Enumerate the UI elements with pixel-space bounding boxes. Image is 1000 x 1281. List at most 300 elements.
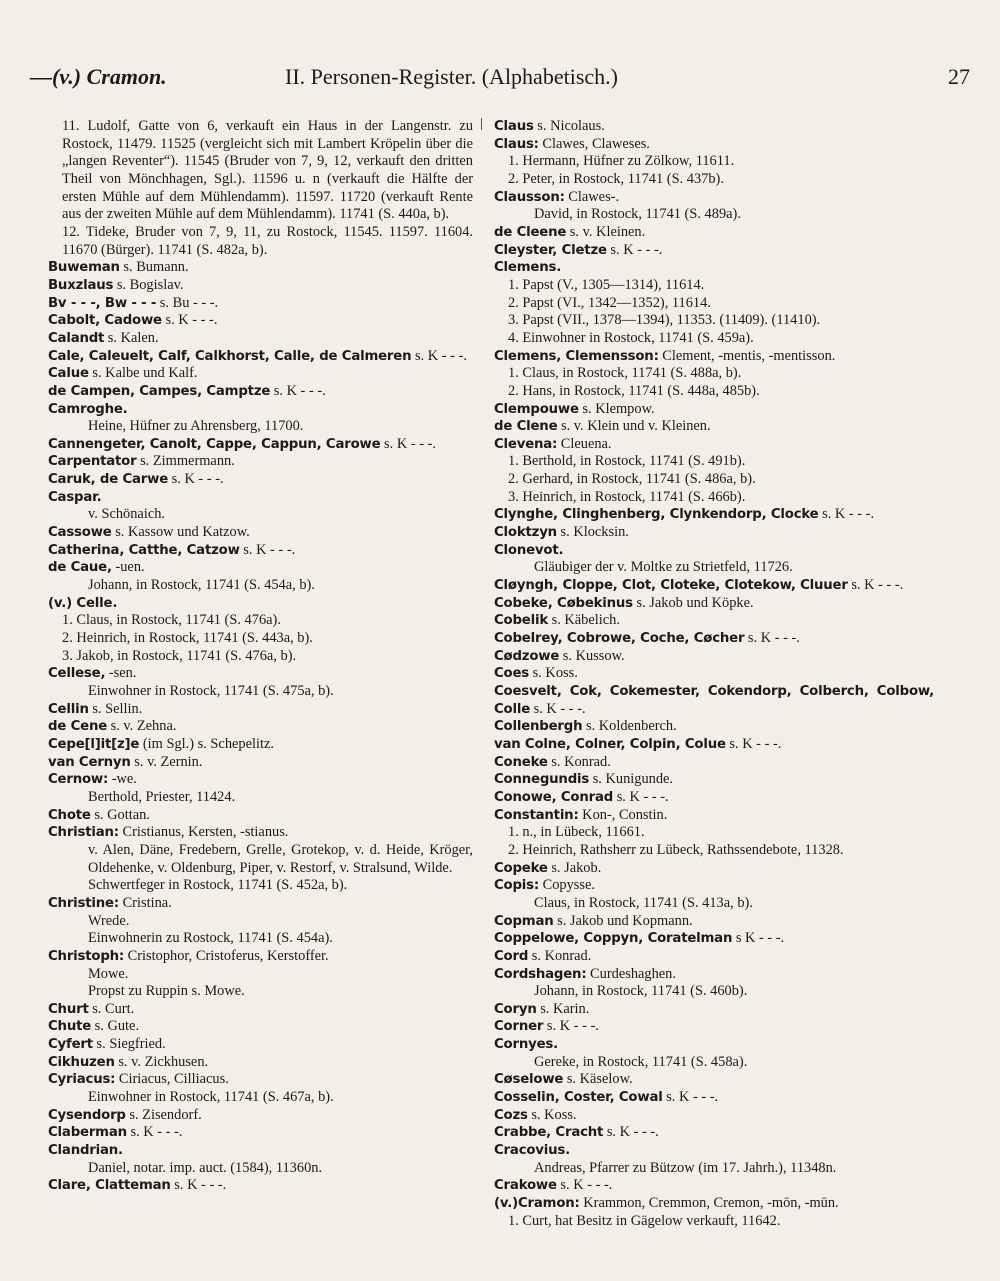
entry-text: 4. Einwohner in Rostock, 11741 (S. 459a).	[508, 329, 754, 346]
register-entry	[48, 330, 473, 348]
entry-headword: Collenbergh	[494, 719, 583, 735]
entry-headword: Churt	[48, 1001, 89, 1017]
register-entry	[48, 630, 473, 648]
register-entry	[494, 295, 934, 313]
entry-text: Propst zu Ruppin s. Mowe.	[88, 983, 245, 1000]
register-entry	[48, 436, 473, 454]
entry-headword: Clemens.	[494, 260, 562, 276]
register-entry	[48, 648, 473, 666]
entry-headword: Cellin	[48, 701, 89, 717]
entry-text: 1. Curt, hat Besitz in Gägelow verkauft, 11642.	[508, 1212, 781, 1229]
entry-text: s. Kussow.	[559, 647, 625, 664]
entry-text: Clement, -mentis, -mentisson.	[658, 347, 836, 364]
entry-headword: Cødzowe	[494, 648, 560, 664]
entry-text: s. v. Zernin.	[130, 753, 203, 770]
entry-headword: Caruk, de Carwe	[48, 472, 169, 488]
register-entry	[494, 153, 934, 171]
entry-headword: Cleyster, Cletze	[494, 242, 607, 258]
entry-text: s. Koss.	[527, 1106, 577, 1123]
entry-text: s. v. Zehna.	[107, 718, 177, 735]
entry-text: s. Koldenberch.	[582, 718, 677, 735]
entry-text: s. K - - -.	[606, 241, 663, 258]
register-entry	[48, 824, 473, 842]
entry-headword: Catherina, Catthe, Catzow	[48, 542, 240, 558]
register-entry	[494, 277, 934, 295]
entry-headword: Cikhuzen	[48, 1054, 115, 1070]
entry-text: 2. Papst (VI., 1342—1352), 11614.	[508, 294, 711, 311]
register-entry	[48, 754, 473, 772]
entry-headword: Cannengeter, Canolt, Cappe, Cappun, Carowe	[48, 436, 381, 452]
entry-text: s. Sellin.	[88, 700, 143, 717]
entry-headword: Cyriacus:	[48, 1072, 116, 1088]
register-entry	[494, 683, 934, 718]
register-entry	[48, 1177, 473, 1195]
running-head-left: —(v.) Cramon.	[30, 64, 167, 89]
entry-text: s. Konrad.	[528, 947, 592, 964]
entry-headword: Copis:	[494, 878, 540, 894]
entry-text: s. K - - -.	[411, 347, 467, 364]
entry-text: Cleuena.	[557, 435, 612, 452]
register-entry	[494, 718, 934, 736]
register-entry	[494, 595, 934, 613]
entry-text: s. K - - -.	[170, 1177, 227, 1194]
entry-text: s. Karin.	[536, 1000, 590, 1017]
entry-text: s. Bumann.	[119, 259, 189, 276]
register-entry	[48, 348, 473, 366]
entry-text: 3. Jakob, in Rostock, 11741 (S. 476a, b).	[62, 647, 297, 664]
entry-headword: (v.) Celle.	[48, 595, 118, 611]
entry-text: Clawes, Claweses.	[538, 135, 650, 152]
entry-text: s. Kunigunde.	[589, 771, 674, 788]
entry-headword: Clynghe, Clinghenberg, Clynkendorp, Clocke	[494, 507, 819, 523]
register-entry	[48, 665, 473, 683]
register-entry	[494, 754, 934, 772]
entry-text: s. K - - -.	[662, 1089, 719, 1106]
entry-headword: Clemens, Clemensson:	[494, 348, 659, 364]
register-entry	[48, 506, 473, 524]
entry-text: 2. Hans, in Rostock, 11741 (S. 448a, 485b).	[508, 382, 760, 399]
register-entry	[494, 771, 934, 789]
register-entry	[48, 1001, 473, 1019]
entry-text: s. Koss.	[529, 665, 578, 682]
entry-text: Heine, Hüfner zu Ahrensberg, 11700.	[88, 418, 304, 435]
entry-headword: Cyfert	[48, 1037, 93, 1053]
entry-text: 12. Tideke, Bruder von 7, 9, 11, zu Rostock, 11545. 11597. 11604. 11670 (Bürger). 11741 (S. 482a, b).	[62, 223, 473, 258]
register-entry	[494, 824, 934, 842]
entry-text: s. Kalbe und Kalf.	[88, 365, 198, 382]
register-entry	[494, 1195, 934, 1213]
running-head-title: II. Personen-Register. (Alphabetisch.)	[285, 64, 618, 89]
entry-text: s. K - - -.	[530, 700, 586, 717]
register-entry	[494, 242, 934, 260]
entry-headword: Claberman	[48, 1125, 127, 1141]
register-entry	[48, 771, 473, 789]
register-entry	[494, 877, 934, 895]
entry-headword: de Caue,	[48, 560, 112, 576]
register-entry	[48, 524, 473, 542]
entry-text: 2. Peter, in Rostock, 11741 (S. 437b).	[508, 170, 724, 187]
entry-headword: Cobeke, Cøbekinus	[494, 595, 633, 611]
entry-text: s. K - - -.	[847, 577, 904, 594]
entry-text: s K - - -.	[732, 930, 785, 947]
entry-text: Claus, in Rostock, 11741 (S. 413a, b).	[534, 894, 753, 911]
register-entry	[494, 206, 934, 224]
entry-headword: Cobelrey, Cobrowe, Coche, Cøcher	[494, 631, 745, 647]
entry-headword: Cellese,	[48, 666, 106, 682]
entry-text: -sen.	[105, 665, 137, 682]
entry-headword: Camroghe.	[48, 401, 128, 417]
page-header	[30, 64, 970, 94]
entry-text: s. K - - -.	[543, 1018, 599, 1035]
register-entry	[494, 630, 934, 648]
entry-text: Johann, in Rostock, 11741 (S. 460b).	[534, 983, 748, 1000]
entry-text: Cristianus, Kersten, -stianus.	[118, 824, 289, 841]
register-entry	[494, 559, 934, 577]
register-entry	[494, 312, 934, 330]
register-entry	[494, 648, 934, 666]
entry-text: Schwertfeger in Rostock, 11741 (S. 452a, b).	[88, 877, 348, 894]
entry-text: s. v. Zickhusen.	[114, 1053, 209, 1070]
entry-text: s. K - - -.	[380, 435, 437, 452]
entry-text: 11. Ludolf, Gatte von 6, verkauft ein Haus in der Langenstr. zu Rostock, 11479. 11525 (vergleicht sich mit Lambert Kröpelin über die „langen Reventer“). 11545 (Bruder von 7, 9, 12, verkauft den dritten Theil von Mönchhagen, Sgl.). 11596 u. n (verkauft die Hälfte der ersten Mühle auf dem Mühlendamm). 11597. 11720 (verkauft Rente aus der zweiten Mühle auf dem Mühlendamm). 11741 (S. 440a, b).	[62, 118, 473, 223]
entry-headword: Buweman	[48, 260, 120, 276]
register-entry	[48, 1142, 473, 1160]
register-entry	[494, 577, 934, 595]
entry-headword: Coryn	[494, 1001, 537, 1017]
register-entry	[48, 1124, 473, 1142]
entry-text: Wrede.	[88, 912, 130, 929]
entry-text: s. K - - -.	[168, 471, 224, 488]
register-entry	[48, 418, 473, 436]
register-entry	[494, 612, 934, 630]
entry-headword: Calandt	[48, 330, 105, 346]
register-entry	[48, 877, 473, 895]
register-entry	[494, 224, 934, 242]
entry-headword: de Cleene	[494, 224, 567, 240]
register-entry	[494, 1018, 934, 1036]
register-entry	[494, 542, 934, 560]
entry-text: 1. Claus, in Rostock, 11741 (S. 476a).	[62, 612, 281, 629]
entry-text: Krammon, Cremmon, Cremon, -mōn, -mūn.	[579, 1195, 839, 1212]
register-entry	[494, 842, 934, 860]
entry-text: -uen.	[111, 559, 145, 576]
entry-text: s. Jakob und Kopmann.	[553, 912, 693, 929]
entry-headword: Cracovius.	[494, 1143, 570, 1159]
register-entry	[494, 506, 934, 524]
register-entry	[494, 948, 934, 966]
entry-headword: Christoph:	[48, 948, 125, 964]
register-entry	[48, 701, 473, 719]
entry-text: Einwohner in Rostock, 11741 (S. 475a, b).	[88, 683, 334, 699]
register-entry	[494, 913, 934, 931]
register-entry	[48, 1107, 473, 1125]
entry-text: v. Schönaich.	[88, 506, 165, 523]
register-entry	[494, 330, 934, 348]
register-entry	[494, 1001, 934, 1019]
entry-text: s. K - - -.	[744, 630, 800, 647]
register-entry	[494, 136, 934, 154]
register-entry	[494, 383, 934, 401]
entry-text: s. Kalen.	[104, 329, 159, 346]
register-entry	[48, 365, 473, 383]
register-entry	[494, 453, 934, 471]
register-entry	[494, 1107, 934, 1125]
column-divider	[481, 118, 482, 130]
entry-text: s. Bogislav.	[113, 276, 184, 293]
register-entry	[48, 930, 473, 948]
entry-headword: Clevena:	[494, 436, 558, 452]
entry-text: s. Zimmermann.	[136, 453, 235, 470]
register-entry	[494, 436, 934, 454]
entry-text: s. K - - -.	[556, 1177, 613, 1194]
register-entry	[48, 983, 473, 1001]
register-entry	[494, 665, 934, 683]
register-entry	[48, 542, 473, 560]
entry-headword: Chute	[48, 1019, 92, 1035]
register-entry	[494, 489, 934, 507]
entry-text: s. Jakob.	[547, 859, 602, 876]
entry-headword: Cernow:	[48, 772, 109, 788]
entry-text: -we.	[108, 771, 137, 788]
entry-headword: Conowe, Conrad	[494, 789, 614, 805]
entry-headword: Buxzlaus	[48, 277, 114, 293]
entry-headword: Christine:	[48, 895, 119, 911]
register-entry	[494, 418, 934, 436]
entry-headword: de Clene	[494, 419, 558, 435]
register-entry	[494, 171, 934, 189]
entry-text: s. Klocksin.	[556, 524, 629, 541]
entry-headword: Calue	[48, 366, 89, 382]
entry-text: 1. Papst (V., 1305—1314), 11614.	[508, 276, 705, 293]
entry-text: Daniel, notar. imp. auct. (1584), 11360n.	[88, 1159, 323, 1176]
entry-headword: Copman	[494, 913, 554, 929]
entry-text: s. Gottan.	[90, 806, 150, 823]
entry-headword: Cabolt, Cadowe	[48, 313, 162, 329]
entry-text: s. K - - -.	[818, 506, 875, 523]
register-entry	[494, 860, 934, 878]
entry-text: Andreas, Pfarrer zu Bützow (im 17. Jahrh.), 11348n.	[534, 1159, 837, 1176]
entry-text: s. Nicolaus.	[533, 118, 605, 134]
entry-headword: Coesvelt, Cok, Cokemester, Cokendorp, Colberch, Colbow, Colle	[494, 684, 934, 717]
entry-text: s. Konrad.	[547, 753, 611, 770]
entry-text: Curdeshaghen.	[586, 965, 676, 982]
entry-text: s. Bu - - -.	[156, 294, 219, 311]
entry-text: Einwohnerin zu Rostock, 11741 (S. 454a).	[88, 930, 333, 947]
register-entry	[48, 577, 473, 595]
register-entry	[48, 807, 473, 825]
entry-text: Copysse.	[539, 877, 595, 894]
entry-headword: Cordshagen:	[494, 966, 587, 982]
entry-text: Johann, in Rostock, 11741 (S. 454a, b).	[88, 577, 315, 594]
register-entry	[494, 524, 934, 542]
entry-text: s. Curt.	[88, 1000, 135, 1017]
entry-text: Ciriacus, Cilliacus.	[115, 1071, 229, 1088]
register-entry	[48, 683, 473, 701]
register-entry	[48, 913, 473, 931]
register-entry	[494, 1142, 934, 1160]
register-entry	[48, 1089, 473, 1107]
register-entry	[48, 736, 473, 754]
register-entry	[494, 1071, 934, 1089]
entry-text: 1. Berthold, in Rostock, 11741 (S. 491b).	[508, 453, 746, 470]
entry-headword: Cobelik	[494, 613, 548, 629]
entry-headword: Cløyngh, Cloppe, Clot, Cloteke, Clotekow, Cluuer	[494, 578, 848, 594]
entry-headword: Crakowe	[494, 1178, 557, 1194]
entry-headword: Connegundis	[494, 772, 590, 788]
entry-text: 1. n., in Lübeck, 11661.	[508, 824, 645, 841]
entry-text: s. K - - -.	[161, 312, 218, 329]
register-entry	[494, 1124, 934, 1142]
register-entry	[48, 118, 473, 224]
entry-text: Clawes-.	[564, 188, 620, 205]
entry-text: s. Käbelich.	[548, 612, 620, 629]
register-entry	[48, 312, 473, 330]
register-entry	[494, 1089, 934, 1107]
register-entry	[48, 224, 473, 259]
register-entry	[48, 948, 473, 966]
register-entry	[494, 471, 934, 489]
entry-headword: Clandrian.	[48, 1143, 123, 1159]
register-entry	[494, 1160, 934, 1178]
entry-headword: Cysendorp	[48, 1107, 126, 1123]
register-entry	[494, 966, 934, 984]
entry-text: Gläubiger der v. Moltke zu Strietfeld, 11726.	[534, 559, 793, 576]
entry-text: s. v. Klein und v. Kleinen.	[557, 418, 711, 435]
register-entry	[494, 1054, 934, 1072]
register-entry	[48, 1018, 473, 1036]
entry-headword: Corner	[494, 1019, 544, 1035]
entry-text: s. Kassow und Katzow.	[111, 524, 250, 541]
register-entry	[494, 1177, 934, 1195]
entry-text: Mowe.	[88, 965, 129, 982]
entry-text: s. v. Kleinen.	[566, 223, 646, 240]
register-entry	[494, 736, 934, 754]
register-entry	[48, 718, 473, 736]
register-entry	[48, 1160, 473, 1178]
right-column	[494, 118, 934, 1230]
register-entry	[494, 983, 934, 1001]
entry-headword: Cale, Caleuelt, Calf, Calkhorst, Calle, de Calmeren	[48, 348, 412, 364]
entry-headword: Coneke	[494, 754, 548, 770]
register-entry	[494, 259, 934, 277]
entry-text: 2. Heinrich, Rathsherr zu Lübeck, Rathssendebote, 11328.	[508, 841, 844, 858]
entry-headword: Chote	[48, 807, 91, 823]
entry-headword: Claus	[494, 119, 534, 134]
register-entry	[48, 489, 473, 507]
entry-headword: Clare, Clatteman	[48, 1178, 171, 1194]
entry-text: s. K - - -.	[725, 735, 782, 752]
entry-text: s. Klempow.	[578, 400, 655, 417]
entry-headword: Clonevot.	[494, 542, 564, 558]
entry-headword: Constantin:	[494, 807, 579, 823]
entry-headword: Cepe[l]it[z]e	[48, 736, 140, 752]
register-entry	[48, 471, 473, 489]
entry-headword: de Campen, Campes, Camptze	[48, 383, 271, 399]
register-entry	[48, 612, 473, 630]
entry-text: s. K - - -.	[603, 1124, 659, 1141]
page-number: 27	[948, 64, 970, 89]
register-entry	[48, 383, 473, 401]
register-entry	[494, 189, 934, 207]
register-entry	[494, 365, 934, 383]
entry-headword: Cornyes.	[494, 1037, 558, 1053]
entry-text: (im Sgl.) s. Schepelitz.	[139, 735, 274, 752]
register-entry	[494, 348, 934, 366]
entry-text: Cristophor, Cristoferus, Kerstoffer.	[124, 947, 329, 964]
entry-headword: (v.)Cramon:	[494, 1196, 580, 1212]
register-entry	[494, 895, 934, 913]
entry-text: 2. Heinrich, in Rostock, 11741 (S. 443a, b).	[62, 630, 313, 647]
entry-headword: Cloktzyn	[494, 525, 557, 541]
entry-text: 3. Papst (VII., 1378—1394), 11353. (11409). (11410).	[508, 312, 821, 329]
register-entry	[48, 966, 473, 984]
register-entry	[48, 277, 473, 295]
entry-text: s. K - - -.	[613, 788, 669, 805]
entry-text: s. Siegfried.	[92, 1036, 166, 1053]
entry-headword: Coes	[494, 666, 530, 682]
entry-headword: Carpentator	[48, 454, 137, 470]
register-entry	[48, 453, 473, 471]
entry-headword: van Cernyn	[48, 754, 131, 770]
entry-headword: Claus:	[494, 136, 539, 152]
register-entry	[494, 807, 934, 825]
entry-headword: Crabbe, Cracht	[494, 1125, 604, 1141]
register-entry	[494, 930, 934, 948]
entry-headword: Copeke	[494, 860, 548, 876]
register-entry	[48, 842, 473, 877]
entry-headword: Coppelowe, Coppyn, Coratelman	[494, 931, 733, 947]
register-entry	[494, 1036, 934, 1054]
entry-text: 3. Heinrich, in Rostock, 11741 (S. 466b).	[508, 488, 746, 505]
entry-text: s. Zisendorf.	[125, 1106, 202, 1123]
entry-text: s. Käselow.	[563, 1071, 633, 1088]
left-column	[48, 118, 473, 1195]
register-entry	[48, 259, 473, 277]
register-entry	[494, 1213, 934, 1231]
entry-text: 1. Hermann, Hüfner zu Zölkow, 11611.	[508, 153, 735, 170]
register-entry	[48, 559, 473, 577]
entry-text: s. Gute.	[91, 1018, 140, 1035]
entry-headword: Cosselin, Coster, Cowal	[494, 1090, 663, 1106]
entry-text: Einwohner in Rostock, 11741 (S. 467a, b).	[88, 1089, 334, 1106]
register-entry	[48, 295, 473, 313]
entry-headword: Cord	[494, 948, 529, 964]
entry-headword: Christian:	[48, 825, 119, 841]
register-entry	[48, 401, 473, 419]
register-entry	[48, 789, 473, 807]
entry-headword: Clausson:	[494, 189, 565, 205]
entry-headword: Cassowe	[48, 525, 112, 541]
entry-text: Berthold, Priester, 11424.	[88, 788, 236, 805]
entry-headword: Cozs	[494, 1107, 528, 1123]
entry-text: s. K - - -.	[126, 1124, 183, 1141]
entry-headword: Bv - - -, Bw - - -	[48, 295, 157, 311]
register-entry	[48, 895, 473, 913]
entry-text: David, in Rostock, 11741 (S. 489a).	[534, 206, 741, 223]
entry-text: s. K - - -.	[239, 541, 296, 558]
entry-text: 2. Gerhard, in Rostock, 11741 (S. 486a, b).	[508, 471, 756, 488]
register-entry	[48, 595, 473, 613]
entry-headword: van Colne, Colner, Colpin, Colue	[494, 736, 726, 752]
entry-text: Cristina.	[118, 894, 172, 911]
entry-headword: Clempouwe	[494, 401, 579, 417]
register-entry	[494, 118, 934, 136]
entry-headword: de Cene	[48, 719, 108, 735]
register-entry	[494, 401, 934, 419]
register-entry	[48, 1036, 473, 1054]
register-entry	[48, 1071, 473, 1089]
entry-text: Kon-, Constin.	[578, 806, 668, 823]
